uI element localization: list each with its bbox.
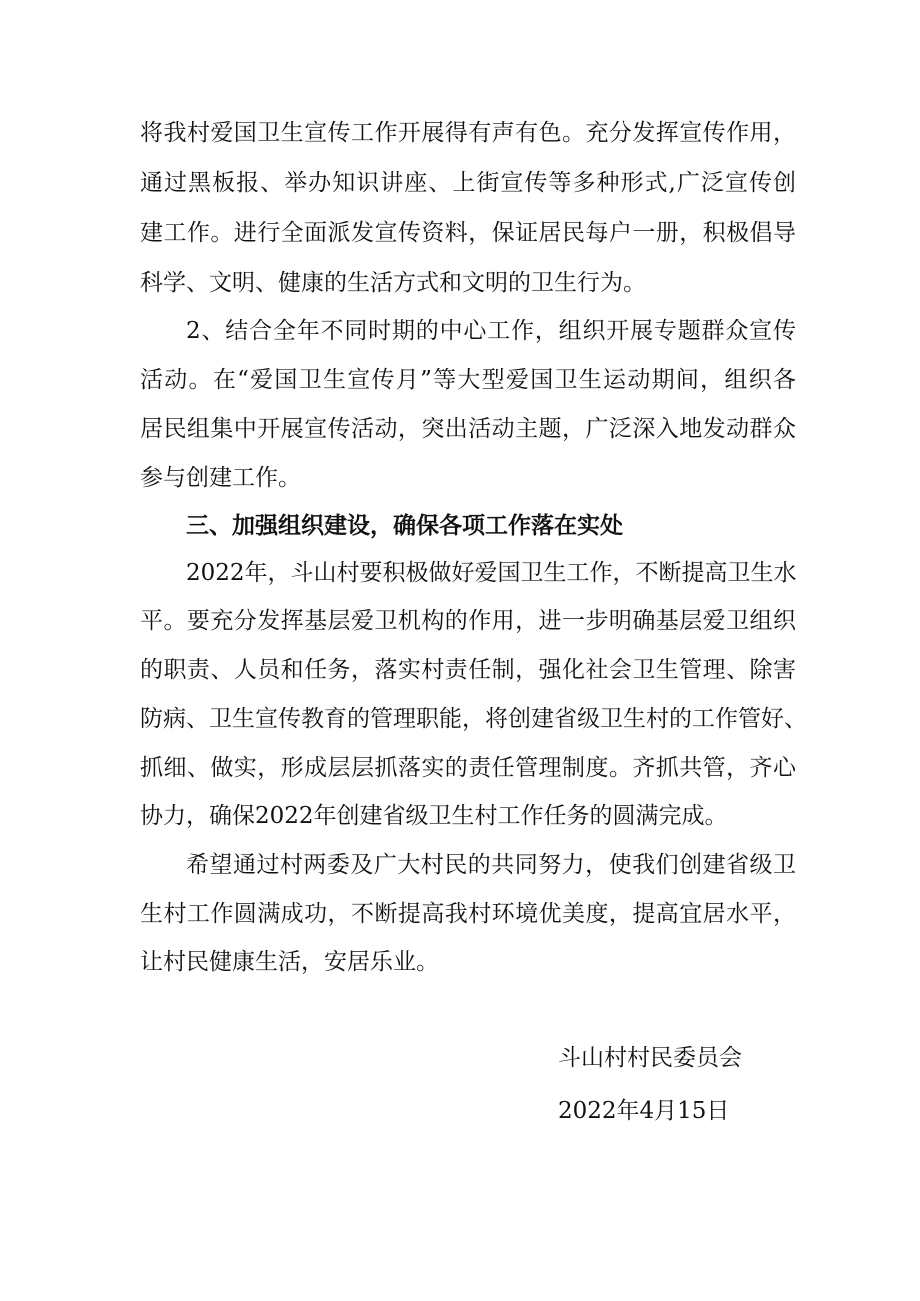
paragraph-line: 活动。在“爱国卫生宣传月”等大型爱国卫生运动期间，组织各	[140, 367, 796, 393]
paragraph-line: 让村民健康生活，安居乐业。	[140, 949, 439, 975]
paragraph-line: 建工作。进行全面派发宣传资料，保证居民每户一册，积极倡导	[140, 220, 796, 246]
paragraph-line: 通过黑板报、举办知识讲座、上街宣传等多种形式,广泛宣传创	[140, 170, 796, 196]
paragraph-line: 科学、文明、健康的生活方式和文明的卫生行为。	[140, 270, 646, 296]
paragraph-line: 的职责、人员和任务，落实村责任制，强化社会卫生管理、除害	[140, 657, 796, 683]
paragraph-line: 防病、卫生宣传教育的管理职能，将创建省级卫生村的工作管好、	[140, 706, 807, 732]
paragraph-line: 协力，确保2022年创建省级卫生村工作任务的圆满完成。	[140, 803, 728, 829]
paragraph-line: 居民组集中开展宣传活动，突出活动主题，广泛深入地发动群众	[140, 416, 796, 442]
paragraph-line: 2022年，斗山村要积极做好爱国卫生工作，不断提高卫生水	[186, 560, 797, 586]
paragraph-line: 2、结合全年不同时期的中心工作，组织开展专题群众宣传	[186, 318, 796, 344]
section-heading: 三、加强组织建设，确保各项工作落在实处	[186, 513, 623, 539]
signature-organization: 斗山村村民委员会	[558, 1045, 742, 1071]
signature-date: 2022年4月15日	[558, 1098, 730, 1124]
paragraph-line: 参与创建工作。	[140, 465, 301, 491]
paragraph-line: 平。要充分发挥基层爱卫机构的作用，进一步明确基层爱卫组织	[140, 608, 796, 634]
paragraph-line: 将我村爱国卫生宣传工作开展得有声有色。充分发挥宣传作用，	[140, 120, 796, 146]
paragraph-line: 抓细、做实，形成层层抓落实的责任管理制度。齐抓共管，齐心	[140, 755, 796, 781]
paragraph-line: 希望通过村两委及广大村民的共同努力，使我们创建省级卫	[186, 852, 796, 878]
paragraph-line: 生村工作圆满成功，不断提高我村环境优美度，提高宜居水平，	[140, 901, 796, 927]
